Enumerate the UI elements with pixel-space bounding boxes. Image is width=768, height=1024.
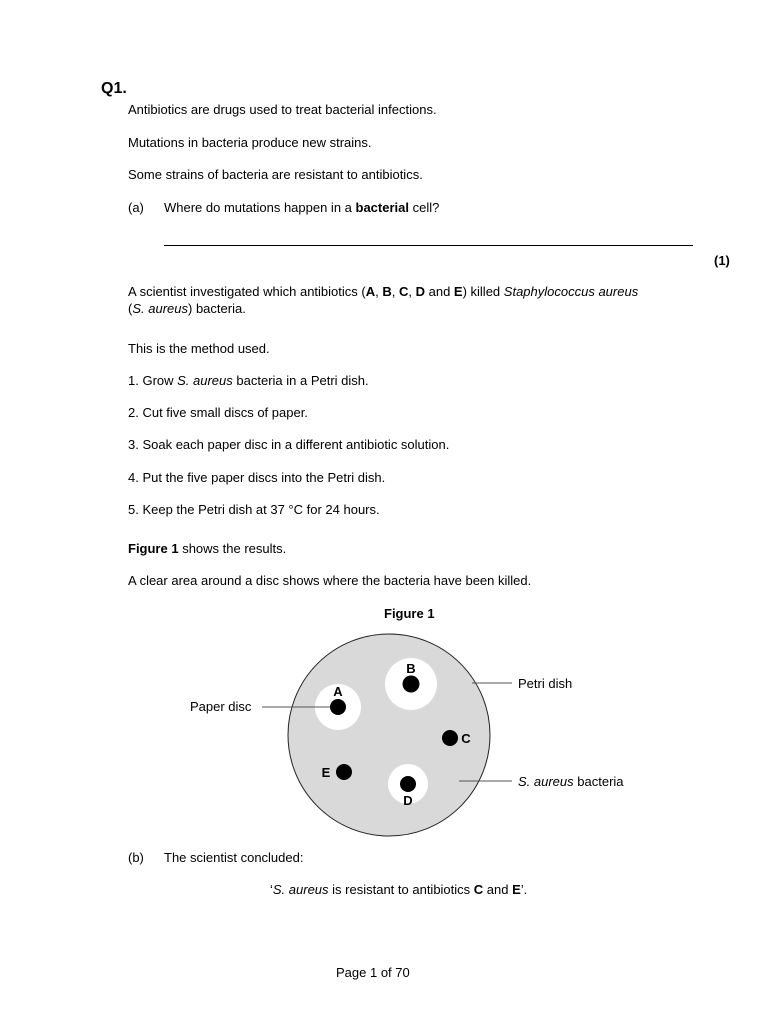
text-span: 1. Grow: [128, 373, 178, 388]
paper-disc-label: Paper disc: [190, 699, 252, 714]
figure-ref-bold: Figure 1: [128, 541, 179, 556]
intro-line-2: Mutations in bacteria produce new strains.: [128, 135, 372, 150]
marks-label: (1): [714, 253, 730, 268]
part-a-label: (a): [128, 200, 144, 215]
letter-e: E: [512, 882, 521, 897]
text-span: ‘: [270, 882, 273, 897]
letter-c: C: [473, 882, 484, 897]
figure-title: Figure 1: [384, 606, 435, 621]
label-b: B: [406, 661, 416, 676]
bacteria-label-rest: bacteria: [573, 774, 624, 789]
conclusion-quote: [270, 882, 527, 898]
part-a-bold: bacterial: [355, 200, 409, 215]
method-intro: This is the method used.: [128, 341, 270, 356]
species-abbrev: S. aureus: [177, 373, 233, 388]
label-d: D: [403, 793, 413, 808]
text-span: ,: [391, 284, 399, 299]
page-number: Page 1 of 70: [336, 965, 410, 980]
part-b-label: (b): [128, 850, 144, 865]
petri-dish: [288, 634, 490, 836]
disc-e: [336, 764, 352, 780]
species-abbrev: S. aureus: [132, 301, 188, 316]
method-step-3: 3. Soak each paper disc in a different antibiotic solution.: [128, 437, 450, 452]
text-span: shows the results.: [178, 541, 287, 556]
species-abbrev: S. aureus: [272, 882, 329, 897]
intro-line-3: Some strains of bacteria are resistant to antibiotics.: [128, 167, 423, 182]
letter-b: B: [382, 284, 392, 299]
part-a-text: Where do mutations happen in a: [164, 200, 356, 215]
text-span: ,: [408, 284, 416, 299]
letter-c: C: [398, 284, 409, 299]
text-span: ,: [375, 284, 383, 299]
text-span: and: [483, 882, 513, 897]
method-step-5: 5. Keep the Petri dish at 37 °C for 24 hours.: [128, 502, 380, 517]
text-span: A scientist investigated which antibiotics (: [128, 284, 366, 299]
disc-a: [330, 699, 346, 715]
method-step-4: 4. Put the five paper discs into the Petri dish.: [128, 470, 386, 485]
text-span: bacteria in a Petri dish.: [232, 373, 369, 388]
question-number: Q1.: [101, 80, 127, 97]
text-span: (: [128, 301, 133, 316]
text-span: ’.: [520, 882, 528, 897]
letter-a: A: [365, 284, 376, 299]
letter-d: D: [415, 284, 425, 299]
text-span: ) bacteria.: [188, 301, 246, 316]
label-a: A: [333, 684, 343, 699]
disc-b: [403, 676, 420, 693]
species-name: Staphylococcus aureus: [503, 284, 639, 299]
label-e: E: [321, 765, 331, 780]
part-a-text-end: cell?: [409, 200, 440, 215]
intro-line-1: Antibiotics are drugs used to treat bacterial infections.: [128, 102, 437, 117]
text-span: ) killed: [462, 284, 504, 299]
bacteria-label: [518, 774, 624, 789]
text-span: and: [425, 284, 454, 299]
label-c: C: [461, 731, 471, 746]
method-step-2: 2. Cut five small discs of paper.: [128, 405, 308, 420]
bacteria-label-species: S. aureus: [518, 774, 574, 789]
disc-d: [400, 776, 416, 792]
petri-dish-label: Petri dish: [518, 676, 573, 691]
disc-c: [442, 730, 458, 746]
part-b-question: The scientist concluded:: [164, 850, 304, 865]
text-span: is resistant to antibiotics: [328, 882, 474, 897]
clear-area-text: A clear area around a disc shows where the bacteria have been killed.: [128, 573, 532, 588]
letter-e: E: [453, 284, 463, 299]
